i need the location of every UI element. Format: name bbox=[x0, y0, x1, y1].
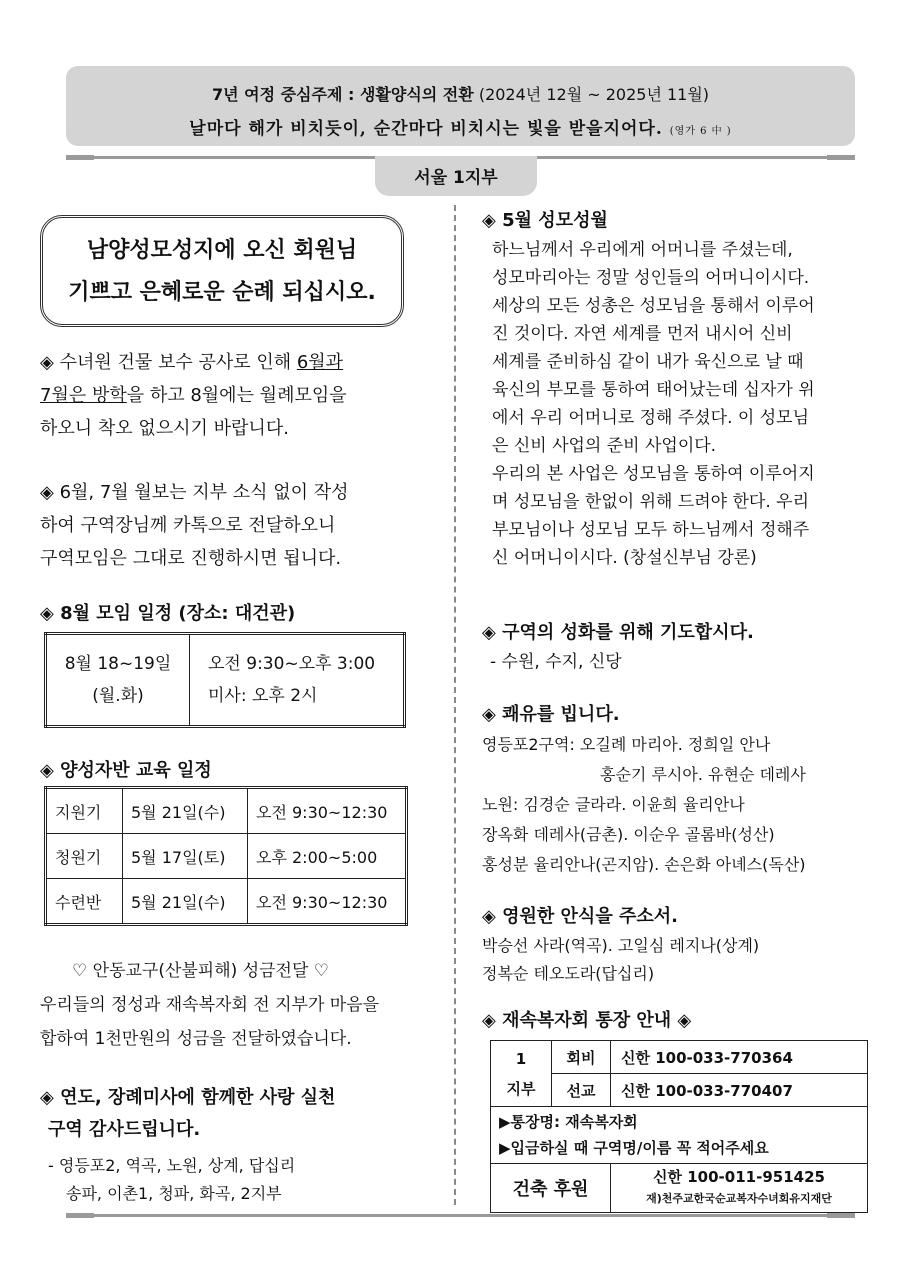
prayer-line: - 수원, 수지, 신당 bbox=[490, 652, 622, 672]
building-account: 신한 100-011-951425 bbox=[653, 1168, 825, 1186]
theme-line bbox=[66, 82, 855, 105]
mary-line: 신 어머니이시다. (창설신부님 강론) bbox=[492, 548, 757, 568]
thanks-title-1: ◈ 연도, 장례미사에 함께한 사랑 실천 bbox=[40, 1087, 336, 1108]
account-fee-label: 회비 bbox=[552, 1041, 611, 1074]
motto bbox=[66, 114, 855, 139]
prayer-section bbox=[482, 618, 882, 676]
account-mission-label: 선교 bbox=[552, 1074, 611, 1107]
mary-line: 진 것이다. 자연 세계를 먼저 내시어 신비 bbox=[492, 324, 793, 344]
account-title: ◈ 재속복자회 통장 안내 ◈ bbox=[482, 1010, 692, 1031]
donation-line-1: 우리들의 정성과 재속복자회 전 지부가 마음을 bbox=[40, 995, 380, 1015]
healing-line: 영등포2구역: 오길례 마리아. 정희일 안나 bbox=[482, 735, 771, 754]
theme-period: (2024년 12월 ~ 2025년 11월) bbox=[478, 85, 710, 104]
account-notes bbox=[491, 1107, 868, 1164]
donation-title: ♡ 안동교구(산불피해) 성금전달 ♡ bbox=[72, 961, 330, 981]
account-note: ▶입금하실 때 구역명/이름 꼭 적어주세요 bbox=[499, 1139, 769, 1157]
meeting-title: ◈ 8월 모임 일정 (장소: 대건관) bbox=[40, 603, 296, 624]
welcome-line-1: 남양성모성지에 오신 회원님 bbox=[86, 238, 358, 263]
training-date: 5월 21일(수) bbox=[123, 788, 248, 834]
mary-line: 부모님이나 성모님 모두 하느님께서 정해주 bbox=[492, 520, 810, 540]
notice-2-line-3: 구역모임은 그대로 진행하시면 됩니다. bbox=[40, 548, 342, 569]
notice-newsletter bbox=[40, 476, 420, 575]
mary-line: 하느님께서 우리에게 어머니를 주셨는데, bbox=[492, 240, 793, 260]
donation-notice bbox=[40, 954, 440, 1056]
theme-title: 7년 여정 중심주제 : 생활양식의 전환 bbox=[211, 85, 474, 104]
bottom-rule-cap-left bbox=[66, 1213, 94, 1218]
training-date: 5월 17일(토) bbox=[123, 834, 248, 879]
meeting-row bbox=[46, 634, 405, 727]
account-branch-cell bbox=[491, 1041, 552, 1107]
healing-title: ◈ 쾌유를 빕니다. bbox=[482, 704, 620, 725]
motto-text: 날마다 해가 비치듯이, 순간마다 비치시는 빛을 받을지어다. bbox=[189, 119, 663, 139]
mary-line: 은 신비 사업의 준비 사업이다. bbox=[492, 436, 717, 456]
healing-line: 장옥화 데레사(금촌). 이순우 골롬바(성산) bbox=[482, 825, 775, 844]
meeting-table bbox=[44, 632, 406, 728]
building-owner: 재)천주교한국순교복자수녀회유지재단 bbox=[646, 1192, 832, 1205]
column-divider bbox=[454, 205, 456, 1205]
table-row bbox=[491, 1107, 868, 1164]
account-owner: ▶통장명: 재속복자회 bbox=[499, 1113, 638, 1131]
table-row bbox=[491, 1041, 868, 1074]
motto-reference: (영가 6 中 ) bbox=[669, 126, 732, 137]
mary-line: 세계를 준비하심 같이 내가 육신으로 날 때 bbox=[492, 352, 804, 372]
mary-month-section bbox=[482, 206, 882, 572]
mary-line: 성모마리아는 정말 성인들의 어머니이시다. bbox=[492, 268, 810, 288]
thanks-title-2: 구역 감사드립니다. bbox=[48, 1119, 201, 1140]
account-table bbox=[490, 1040, 868, 1213]
rest-line-2: 정복순 테오도라(답십리) bbox=[482, 964, 655, 983]
account-mission-value: 신한 100-033-770407 bbox=[611, 1074, 868, 1107]
healing-section bbox=[482, 700, 902, 880]
account-fee-value: 신한 100-033-770364 bbox=[611, 1041, 868, 1074]
meeting-day: (월.화) bbox=[92, 686, 144, 706]
meeting-time-cell bbox=[190, 634, 405, 727]
healing-line: 노원: 김경순 글라라. 이윤희 율리안나 bbox=[482, 795, 745, 814]
healing-line: 홍성분 율리안나(곤지암). 손은화 아녜스(독산) bbox=[482, 855, 806, 874]
thanks-line-1: - 영등포2, 역곡, 노원, 상계, 답십리 bbox=[48, 1156, 296, 1175]
building-cell bbox=[611, 1164, 868, 1213]
account-branch-number: 1 bbox=[515, 1049, 527, 1068]
notice-1-line-3: 하오니 착오 없으시기 바랍니다. bbox=[40, 418, 289, 439]
thanks-line-2: 송파, 이촌1, 청파, 화곡, 2지부 bbox=[66, 1184, 282, 1203]
rest-section bbox=[482, 902, 882, 988]
mary-line: 육신의 부모를 통하여 태어났는데 십자가 위 bbox=[492, 380, 815, 400]
rest-title: ◈ 영원한 안식을 주소서. bbox=[482, 906, 678, 927]
training-time: 오전 9:30~12:30 bbox=[248, 879, 407, 925]
mary-title: ◈ 5월 성모성월 bbox=[482, 210, 608, 231]
training-table bbox=[44, 786, 408, 926]
branch-tab: 서울 1지부 bbox=[375, 156, 537, 196]
welcome-line-2: 기쁘고 은혜로운 순례 되십시오. bbox=[68, 280, 376, 305]
table-row bbox=[46, 879, 407, 925]
notice-1-line-1: ◈ 수녀원 건물 보수 공사로 인해 6월과 bbox=[40, 352, 344, 373]
table-row bbox=[491, 1164, 868, 1213]
training-date: 5월 21일(수) bbox=[123, 879, 248, 925]
training-title: ◈ 양성자반 교육 일정 bbox=[40, 760, 212, 781]
healing-body bbox=[482, 730, 902, 880]
notice-1-highlight-2: 7월은 방학 bbox=[40, 385, 127, 406]
notice-1-line-2: 7월은 방학을 하고 8월에는 월례모임을 bbox=[40, 385, 347, 406]
healing-line: 홍순기 루시아. 유현순 데레사 bbox=[600, 765, 806, 784]
notice-2-line-1: ◈ 6월, 7월 월보는 지부 소식 없이 작성 bbox=[40, 482, 349, 503]
thanks-notice bbox=[40, 1082, 420, 1208]
table-row bbox=[46, 834, 407, 879]
mary-line: 우리의 본 사업은 성모님을 통하여 이루어지 bbox=[492, 464, 815, 484]
prayer-title: ◈ 구역의 성화를 위해 기도합시다. bbox=[482, 622, 754, 643]
training-name: 수련반 bbox=[46, 879, 123, 925]
training-time: 오후 2:00~5:00 bbox=[248, 834, 407, 879]
meeting-time: 오전 9:30~오후 3:00 bbox=[208, 654, 376, 674]
notice-2-line-2: 하여 구역장님께 카톡으로 전달하오니 bbox=[40, 515, 336, 536]
training-time: 오전 9:30~12:30 bbox=[248, 788, 407, 834]
notice-summer-break bbox=[40, 346, 420, 445]
mary-line: 세상의 모든 성총은 성모님을 통해서 이루어 bbox=[492, 296, 815, 316]
notice-1-highlight-1: 6월과 bbox=[296, 352, 344, 373]
mary-line: 에서 우리 어머니로 정해 주셨다. 이 성모님 bbox=[492, 408, 810, 428]
donation-line-2: 합하여 1천만원의 성금을 전달하였습니다. bbox=[40, 1029, 352, 1049]
building-label: 건축 후원 bbox=[491, 1164, 611, 1213]
meeting-date: 8월 18~19일 bbox=[64, 654, 172, 674]
account-branch-label: 지부 bbox=[506, 1079, 536, 1098]
training-name: 청원기 bbox=[46, 834, 123, 879]
mary-body bbox=[482, 236, 882, 572]
meeting-date-cell bbox=[46, 634, 190, 727]
bottom-rule-cap-right bbox=[827, 1213, 855, 1218]
meeting-mass: 미사: 오후 2시 bbox=[208, 686, 318, 706]
table-row bbox=[46, 788, 407, 834]
mary-line: 며 성모님을 한없이 위해 드려야 한다. 우리 bbox=[492, 492, 810, 512]
rest-line-1: 박승선 사라(역곡). 고일심 레지나(상계) bbox=[482, 936, 760, 955]
welcome-box bbox=[40, 215, 404, 327]
top-rule-cap-right bbox=[827, 155, 855, 160]
training-name: 지원기 bbox=[46, 788, 123, 834]
top-rule-cap-left bbox=[66, 155, 94, 160]
bottom-rule bbox=[66, 1214, 855, 1217]
